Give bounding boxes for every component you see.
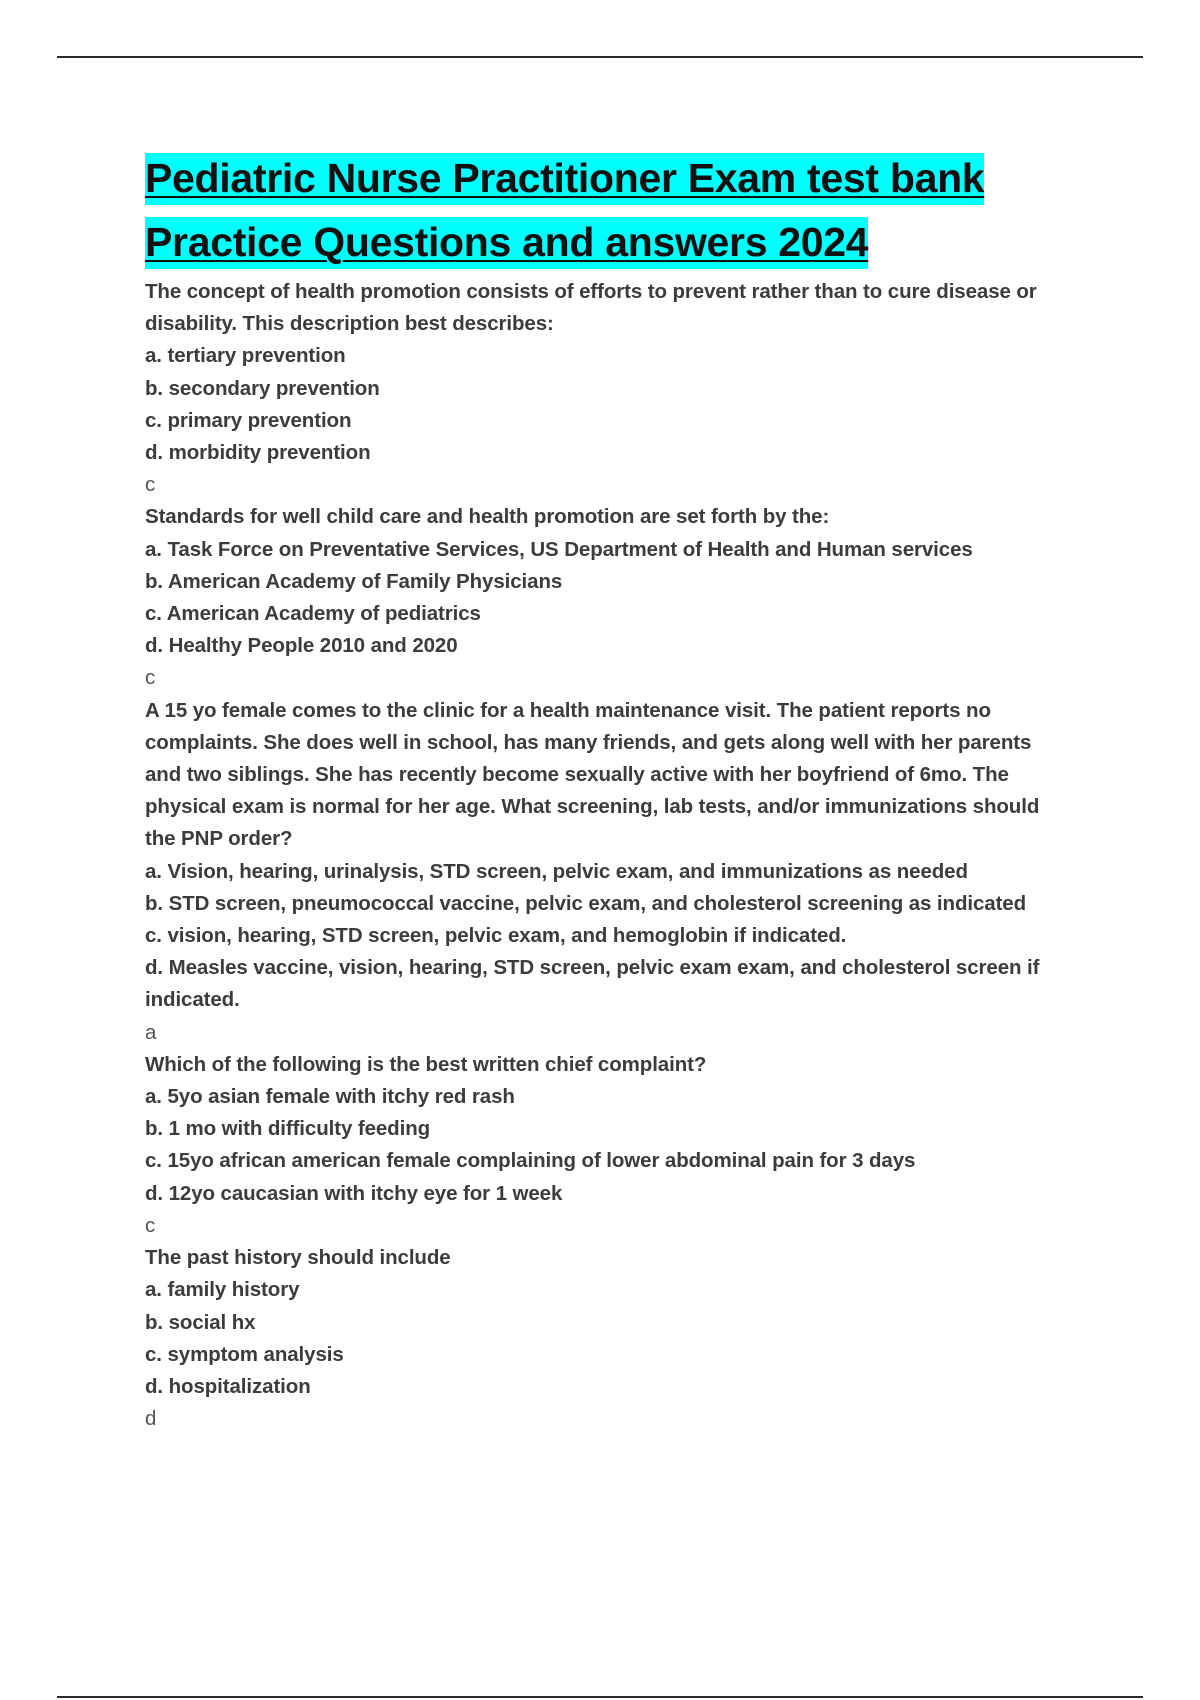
correct-answer: c — [145, 473, 156, 497]
question-stem: Which of the following is the best written chief complaint? — [145, 1052, 707, 1076]
answer-option: b. American Academy of Family Physicians — [145, 569, 563, 593]
page-top-rule — [57, 56, 1143, 58]
answer-option: d. morbidity prevention — [145, 441, 371, 465]
question-stem: the PNP order? — [145, 827, 293, 851]
answer-option: c. American Academy of pediatrics — [145, 602, 481, 626]
question-stem: disability. This description best describes: — [145, 312, 554, 336]
question-3 — [145, 695, 1085, 1049]
correct-answer: d — [145, 1407, 157, 1431]
answer-option: c. 15yo african american female complaining of lower abdominal pain for 3 days — [145, 1149, 916, 1173]
correct-answer: a — [145, 1020, 157, 1044]
question-stem: A 15 yo female comes to the clinic for a health maintenance visit. The patient reports no — [145, 698, 991, 722]
answer-option: c. primary prevention — [145, 408, 352, 432]
question-5 — [145, 1242, 1085, 1435]
answer-option: c. symptom analysis — [145, 1342, 344, 1366]
question-stem: Standards for well child care and health promotion are set forth by the: — [145, 505, 830, 529]
question-stem: and two siblings. She has recently become sexually active with her boyfriend of 6mo. The — [145, 763, 1009, 787]
answer-option: a. Vision, hearing, urinalysis, STD screen, pelvic exam, and immunizations as needed — [145, 859, 968, 883]
document-title-line-1: Pediatric Nurse Practitioner Exam test bank — [145, 146, 1085, 210]
answer-option: c. vision, hearing, STD screen, pelvic exam, and hemoglobin if indicated. — [145, 924, 847, 948]
page-bottom-rule — [57, 1696, 1143, 1698]
answer-option: a. tertiary prevention — [145, 344, 346, 368]
document-body — [145, 146, 1085, 1435]
answer-option: b. secondary prevention — [145, 376, 380, 400]
answer-option: a. family history — [145, 1278, 300, 1302]
answer-option: a. 5yo asian female with itchy red rash — [145, 1085, 515, 1109]
question-4 — [145, 1049, 1085, 1242]
question-stem: physical exam is normal for her age. What screening, lab tests, and/or immunizations should — [145, 795, 1040, 819]
question-list — [145, 276, 1085, 1435]
question-1 — [145, 276, 1085, 501]
answer-option: b. STD screen, pneumococcal vaccine, pelvic exam, and cholesterol screening as indicated — [145, 891, 1027, 915]
correct-answer: c — [145, 666, 156, 690]
question-2 — [145, 501, 1085, 694]
answer-option: d. Measles vaccine, vision, hearing, STD screen, pelvic exam exam, and cholesterol screen if — [145, 956, 1040, 980]
correct-answer: c — [145, 1213, 156, 1237]
answer-option: d. Healthy People 2010 and 2020 — [145, 634, 458, 658]
answer-option: d. hospitalization — [145, 1374, 311, 1398]
document-title-line-2: Practice Questions and answers 2024 — [145, 210, 1085, 274]
question-stem: The past history should include — [145, 1246, 451, 1270]
answer-option: a. Task Force on Preventative Services, US Department of Health and Human services — [145, 537, 973, 561]
answer-option: b. social hx — [145, 1310, 256, 1334]
answer-option: d. 12yo caucasian with itchy eye for 1 week — [145, 1181, 563, 1205]
question-stem: complaints. She does well in school, has many friends, and gets along well with her parents — [145, 730, 1032, 754]
answer-option: b. 1 mo with difficulty feeding — [145, 1117, 431, 1141]
answer-option: indicated. — [145, 988, 240, 1012]
question-stem: The concept of health promotion consists of efforts to prevent rather than to cure disease or — [145, 280, 1037, 303]
